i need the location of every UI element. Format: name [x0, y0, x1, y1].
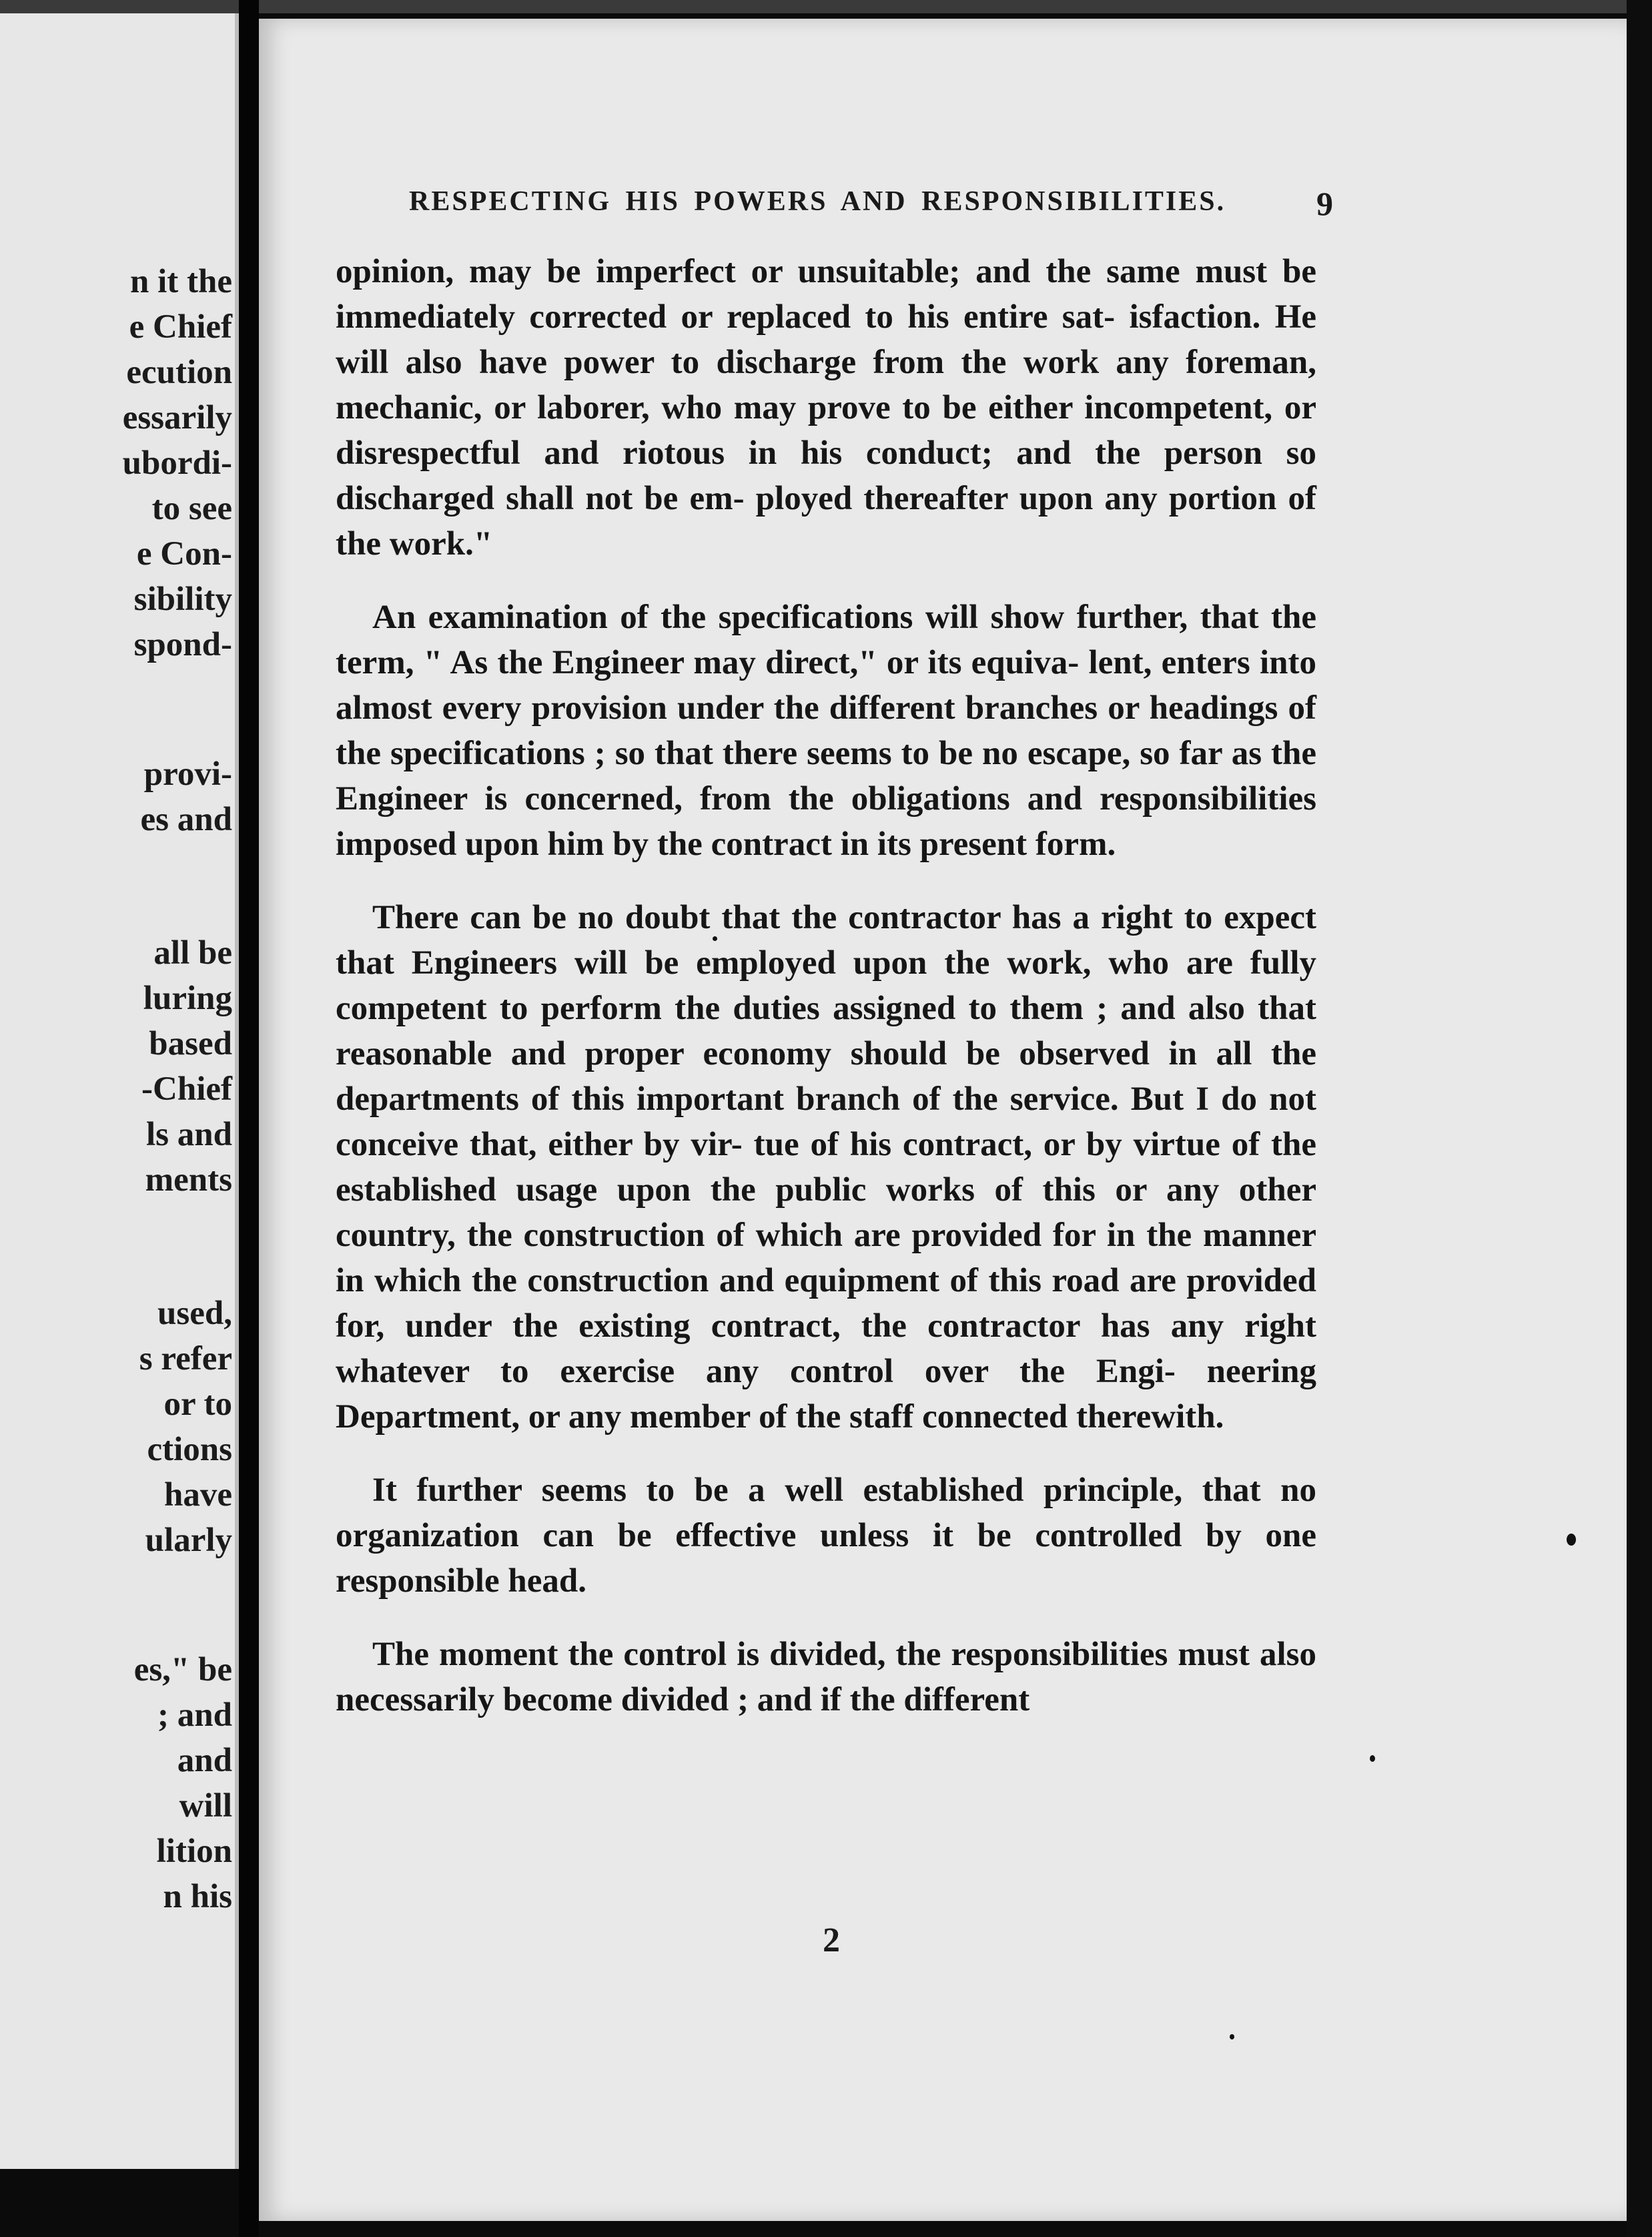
- left-line-fragment: ; and: [157, 1696, 232, 1734]
- signature-mark: 2: [823, 1921, 840, 1959]
- left-line-fragment: es," be: [133, 1651, 232, 1688]
- left-line-fragment: and: [177, 1742, 232, 1779]
- book-gutter: [239, 0, 259, 2237]
- left-line-fragment: ubordi-: [122, 444, 232, 482]
- left-line-fragment: all be: [153, 934, 232, 972]
- left-line-fragment: sibility: [133, 581, 232, 618]
- facing-page-left: [0, 13, 239, 2169]
- ink-speck: [713, 936, 717, 941]
- left-line-fragment: -Chief: [141, 1070, 232, 1108]
- left-line-fragment: ecution: [126, 354, 232, 391]
- left-line-fragment: based: [149, 1025, 232, 1062]
- scan-right-edge: [1627, 0, 1652, 2237]
- body-text: [336, 249, 1316, 1722]
- paragraph: There can be no doubt that the contractor has a right to expect that Engineers will be employed upon the work, who are fully competent to perform the duties assigned to them ; and also that reasonable and proper economy should be observed in all the departments of this important branch of the service. But I do not conceive that, either by vir- tue of his contract, or by virtue of the established usage upon the public works of this or any other country, the construction of which are provided for in the manner in which the construction and equipment of this road are provided for, under the existing contract, the contractor has any right whatever to exercise any control over the Engi- neering Department, or any member of the staff connected therewith.: [336, 899, 1316, 1435]
- left-line-fragment: e Chief: [129, 308, 232, 346]
- left-line-fragment: spond-: [133, 626, 232, 663]
- left-line-fragment: ctions: [147, 1431, 232, 1468]
- ink-speck: [1370, 1755, 1375, 1762]
- page-number: 9: [1316, 185, 1333, 222]
- paragraph: opinion, may be imperfect or unsuitable; and the same must be immediately corrected or replaced to his entire sat- isfaction. He will also have power to discharge from the work any foreman, mechanic, or laborer, who may prove to be either incompetent, or disrespectful and riotous in his conduct; and the person so discharged shall not be em- ployed thereafter upon any portion of the work.": [336, 253, 1316, 563]
- ink-speck: [1230, 2034, 1234, 2039]
- left-line-fragment: es and: [140, 801, 232, 838]
- left-line-fragment: to see: [151, 490, 232, 527]
- left-line-fragment: e Con-: [136, 535, 232, 573]
- ink-speck: [1567, 1534, 1576, 1546]
- left-line-fragment: have: [164, 1476, 232, 1514]
- main-page-right: [259, 19, 1627, 2221]
- paragraph: The moment the control is divided, the responsibilities must also necessarily become divided ; and if the different: [336, 1636, 1316, 1718]
- left-line-fragment: essarily: [122, 399, 232, 436]
- left-line-fragment: ularly: [145, 1522, 232, 1559]
- left-line-fragment: n it the: [130, 263, 232, 300]
- left-line-fragment: used,: [157, 1295, 232, 1332]
- left-line-fragment: n his: [163, 1878, 232, 1915]
- left-line-fragment: or to: [163, 1385, 232, 1423]
- left-line-fragment: luring: [143, 980, 232, 1017]
- left-line-fragment: will: [179, 1787, 232, 1825]
- left-line-fragment: lition: [156, 1833, 232, 1870]
- paragraph: It further seems to be a well established principle, that no organization can be effective unless it be controlled by one responsible head.: [336, 1472, 1316, 1600]
- paragraph: An examination of the specifications will show further, that the term, " As the Engineer may direct," or its equiva- lent, enters into almost every provision under the different branches or headings of the specifications ; so that there seems to be no escape, so far as the Engineer is concerned, from the obligations and responsibilities imposed upon him by the contract in its present form.: [336, 599, 1316, 863]
- running-head: RESPECTING HIS POWERS AND RESPONSIBILITIES.: [409, 186, 1226, 217]
- left-line-fragment: s refer: [139, 1340, 232, 1377]
- left-line-fragment: provi-: [143, 755, 232, 793]
- left-line-fragment: ments: [145, 1161, 232, 1199]
- left-line-fragment: ls and: [146, 1116, 232, 1153]
